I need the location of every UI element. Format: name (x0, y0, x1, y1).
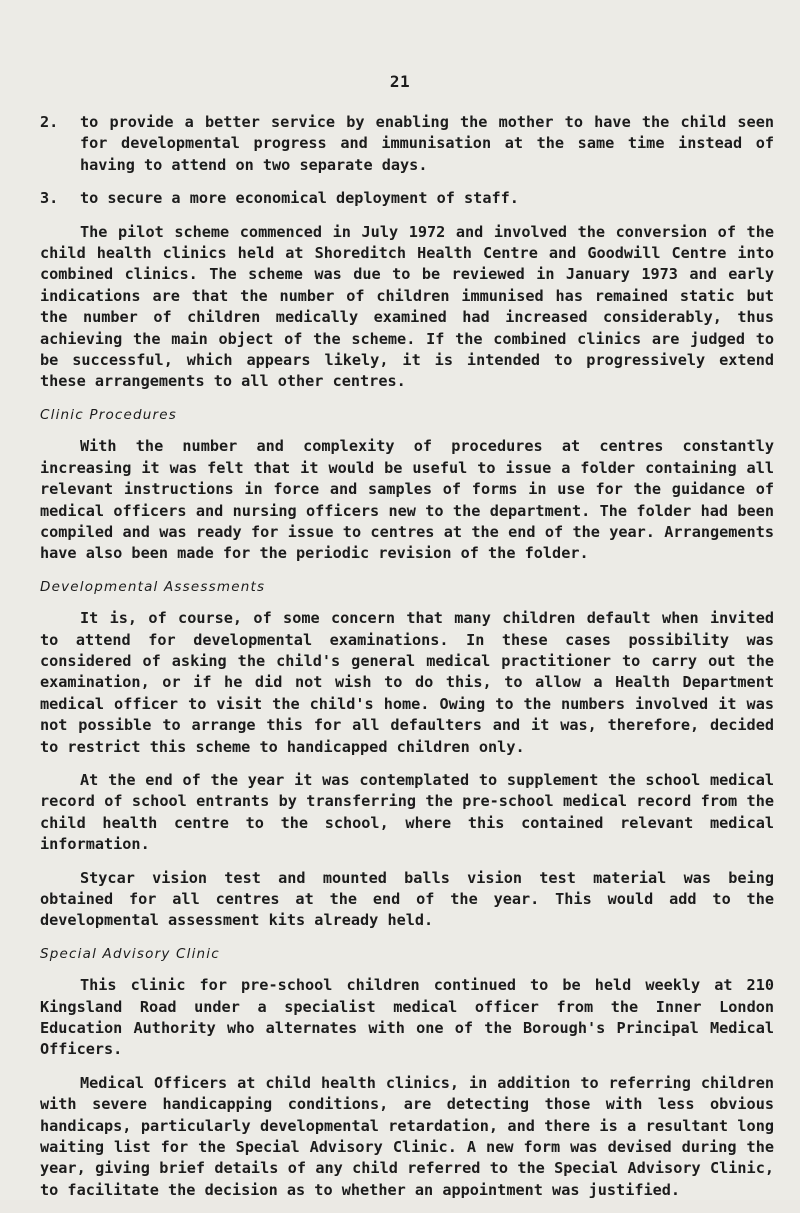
paragraph-school-medical-record: At the end of the year it was contemplated to supplement the school medical record of school entrants by transferring the pre-school medical record from the child health centre to the school, where this contained relevant medical information. (40, 770, 774, 854)
paragraph-developmental-defaulters: It is, of course, of some concern that many children default when invited to attend for developmental examinations. In these cases possibility was considered of asking the child's general medical practitioner to carry out the examination, or if he did not wish to do this, to allow a Health Department medical officer to visit the child's home. Owing to the numbers involved it was not possible to arrange this for all defaulters and it was, therefore, decided to restrict this scheme to handicapped children only. (40, 609, 774, 756)
list-item-text: to secure a more economical deployment of staff. (80, 189, 519, 208)
paragraph-clinic-procedures: With the number and complexity of procedures at centres constantly increasing it was felt that it would be useful to issue a folder containing all relevant instructions in force and samples of forms in use for the guidance of medical officers and nursing officers new to the department. The folder had been compiled and was ready for issue to centres at the end of the year. Arrangements have also been made for the periodic revision of the folder. (40, 437, 774, 563)
list-item-number: 3. (40, 189, 59, 208)
page-body (40, 112, 774, 1213)
list-item (40, 112, 774, 176)
heading-clinic-procedures: Clinic Procedures (40, 406, 178, 423)
page-number: 21 (389, 72, 411, 91)
paragraph-pilot-scheme: The pilot scheme commenced in July 1972 and involved the conversion of the child health clinics held at Shoreditch Health Centre and Goodwill Centre into combined clinics. The scheme was due to be reviewed in January 1973 and early indications are that the number of children immunised has remained static but the number of children medically examined had increased considerably, thus achieving the main object of the scheme. If the combined clinics are judged to be successful, which appears likely, it is intended to progressively extend these arrangements to all other centres. (40, 222, 774, 391)
heading-special-advisory-clinic: Special Advisory Clinic (40, 945, 220, 962)
list-item (40, 188, 774, 209)
list-item-text: to provide a better service by enabling the mother to have the child seen for developmental progress and immunisation at the same time instead of having to attend on two separate days. (80, 113, 774, 174)
paragraph-weekly-clinic: This clinic for pre-school children continued to be held weekly at 210 Kingsland Road under a specialist medical officer from the Inner London Education Authority who alternates with one of the Borough's Principal Medical Officers. (40, 976, 774, 1059)
paragraph-vision-test: Stycar vision test and mounted balls vision test material was being obtained for all centres at the end of the year. This would add to the developmental assessment kits already held. (40, 868, 774, 930)
heading-developmental-assessments: Developmental Assessments (40, 578, 266, 595)
paragraph-referrals: Medical Officers at child health clinics, in addition to referring children with severe handicapping conditions, are detecting those with less obvious handicaps, particularly developmental retardation, and there is a resultant long waiting list for the Special Advisory Clinic. A new form was devised during the year, giving brief details of any child referred to the Special Advisory Clinic, to facilitate the decision as to whether an appointment was justified. (40, 1073, 774, 1199)
list-item-number: 2. (40, 113, 59, 131)
